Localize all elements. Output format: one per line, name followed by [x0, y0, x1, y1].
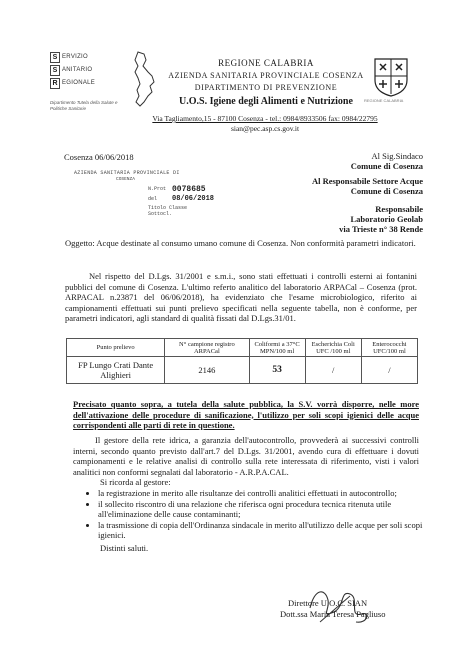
logo-letter: S — [50, 65, 60, 76]
recipient-line: Laboratorio Geolab — [350, 214, 423, 224]
signature-name: Dott.ssa Maria Teresa Pagliuso — [280, 609, 386, 619]
table-header: Coliformi a 37°C MPN/100 ml — [249, 339, 305, 357]
stamp-number: 0078685 — [172, 185, 206, 194]
table-header: N° campione registro ARPACal — [165, 339, 249, 357]
table-header-row — [67, 339, 418, 357]
header-unit: U.O.S. Igiene degli Alimenti e Nutrizione — [179, 96, 353, 107]
stamp-line: AZIENDA SANITARIA PROVINCIALE DI — [74, 170, 180, 176]
header-asp: AZIENDA SANITARIA PROVINCIALE COSENZA — [168, 71, 364, 80]
table-header: Punto prelievo — [67, 339, 165, 357]
header-email: sian@pec.asp.cs.gov.it — [230, 124, 300, 133]
table-header: Escherichia Coli UFC /100 ml — [305, 339, 361, 357]
subject: Oggetto: Acque destinate al consumo umano comune di Cosenza. Non conformità parametri indicatori. — [65, 238, 416, 248]
logo-word: ANITARIO — [62, 67, 93, 73]
recipient-line: via Trieste n° 38 Rende — [339, 224, 423, 234]
protocol-stamp — [62, 168, 215, 217]
header-address: Via Tagliamento,15 - 87100 Cosenza - tel.: 0984/8933506 fax: 0984/22795 — [152, 114, 378, 123]
recipient-block — [312, 176, 423, 196]
table-cell: 2146 — [165, 357, 249, 384]
table-header: Enterococchi UFC/100 ml — [361, 339, 417, 357]
body-paragraph: Il gestore della rete idrica, a garanzia dell'autocontrollo, provvederà ai successivi controlli interni, secondo quanto previsto dall'art.7 del D.Lgs. 31/2001, avendo cura di effettuare i dovuti campionamenti e le relative analisi di controllo sulla rete interessata di riferimento, visti i valori analitici non conformi segnalati dal laboratorio - A.R.P.A.CAL. — [73, 435, 419, 477]
emblem-caption: REGIONE CALABRIA — [364, 98, 404, 103]
body-bold-text: Precisato quanto sopra, a tutela della salute pubblica, la S.V. vorrà disporre, nelle more dell'attivazione delle procedure di sanificazione, l'utilizzo per soli scopi igienici delle acque corrispondenti alle parti di rete in questione. — [73, 399, 419, 430]
table-cell: FP Lungo Crati Dante Alighieri — [67, 357, 165, 384]
logo-word: ERVIZIO — [62, 54, 88, 60]
closing: Distinti saluti. — [100, 543, 149, 553]
reminder-list — [78, 488, 438, 541]
table-cell: 53 — [249, 357, 305, 384]
recipient-block — [339, 204, 423, 234]
stamp-date-label: del — [148, 196, 158, 202]
recipient-line: Comune di Cosenza — [350, 161, 423, 171]
list-item: • la trasmissione di copia dell'Ordinanza sindacale in merito all'utilizzo delle acque per soli scopi igienici. — [98, 520, 438, 541]
header-department: DIPARTIMENTO DI PREVENZIONE — [194, 83, 338, 92]
recipient-block — [351, 151, 423, 171]
reminder: Si ricorda al gestore: — [100, 477, 171, 487]
date-place: Cosenza 06/06/2018 — [64, 152, 134, 162]
results-table — [66, 338, 418, 384]
logo-letter: R — [50, 78, 60, 89]
table-row — [67, 357, 418, 384]
stamp-line: COSENZA — [116, 177, 135, 182]
table-cell: / — [361, 357, 417, 384]
body-paragraph: Nel rispetto del D.Lgs. 31/2001 e s.m.i., sono stati effettuati i controlli esterni ai fontanini pubblici del comune di Cosenza. L'ultimo referto analitico del laboratorio ARPACal – Cosenza (prot. ARPACAL n.23871 del 06/06/2018), ha evidenziato che l'esame microbiologico, riferito ai campionamenti effettuati sui punti prelievo specificati nella seguente tabella, non è conforme, per parametri indicatori, agli standard di qualità fissati dal D.Lgs.31/01. — [65, 271, 417, 323]
list-item: • la registrazione in merito alle risultanze dei controlli analitici effettuati in autocontrollo; — [98, 488, 438, 499]
logo-letter: S — [50, 52, 60, 63]
recipient-prefix: Al Responsabile Settore Acque — [311, 176, 423, 186]
regione-emblem-icon — [372, 56, 410, 98]
body-paragraph-bold — [73, 399, 419, 431]
stamp-date: 08/06/2018 — [172, 195, 215, 203]
logo-word: EGIONALE — [62, 80, 96, 86]
stamp-class-label: Titolo Classe Sottocl. — [148, 205, 188, 217]
recipient-prefix: Responsabile — [375, 204, 423, 214]
header-region: REGIONE CALABRIA — [218, 58, 314, 68]
logo-caption: Dipartimento Tutela della Salute e Politiche Sanitarie — [50, 100, 118, 111]
calabria-map-icon — [130, 50, 160, 110]
signature-role: Direttore U.O.C. SIAN — [288, 598, 368, 608]
stamp-prot-label: N.Prot — [148, 186, 167, 192]
recipient-line: Comune di Cosenza — [350, 186, 423, 196]
list-item: • il sollecito riscontro di una relazione che riferisca ogni procedura tecnica ritenuta utile all'eliminazione delle cause contaminanti; — [98, 499, 438, 520]
table-cell: / — [305, 357, 361, 384]
recipient-prefix: Al Sig.Sindaco — [371, 151, 423, 161]
